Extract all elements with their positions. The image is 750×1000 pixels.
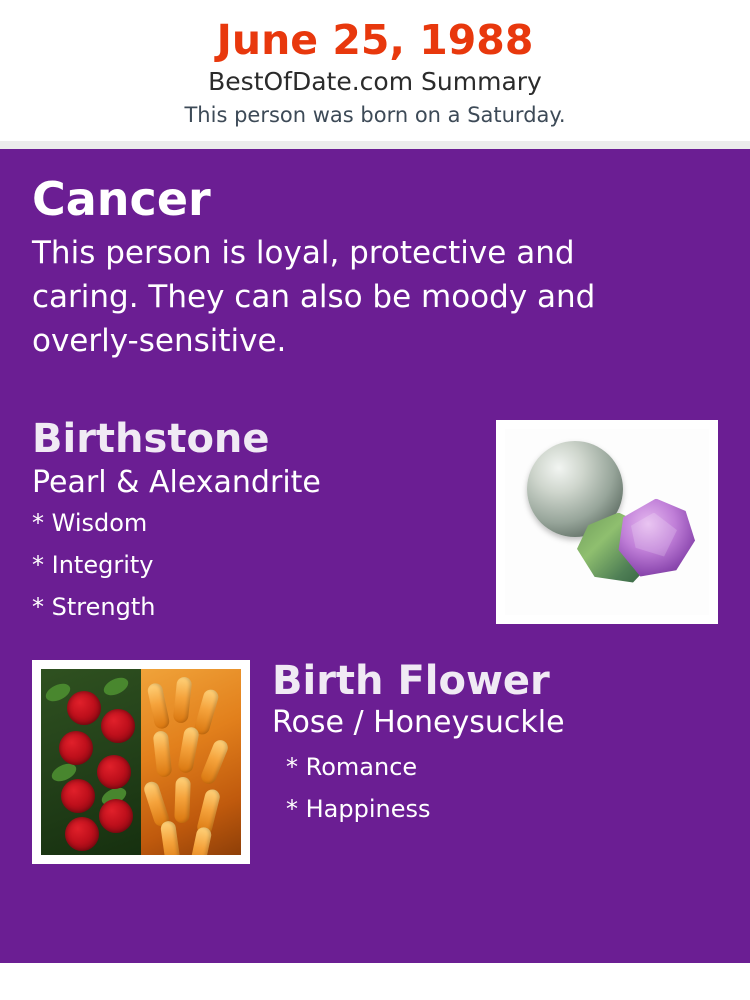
birth-day-text: This person was born on a Saturday. [184, 103, 566, 128]
zodiac-description: This person is loyal, protective and caring. They can also be moody and overly-sensitive. [32, 235, 596, 360]
header [0, 0, 750, 141]
birth-flower-section [32, 657, 718, 880]
birthstone-trait: * Integrity [32, 550, 154, 579]
birth-flower-photo-inner [41, 669, 241, 855]
birthstone-title: Birthstone [32, 415, 270, 462]
birthstone-photo [496, 420, 718, 624]
roses-image [41, 669, 141, 855]
birth-flower-text [272, 657, 718, 823]
birthstone-photo-inner [505, 429, 709, 615]
birth-flower-trait: * Happiness [286, 794, 431, 823]
page-title: June 25, 1988 [216, 16, 534, 64]
zodiac-sign-title: Cancer [32, 172, 211, 227]
details-panel [0, 149, 750, 963]
birth-flower-trait: * Romance [286, 752, 418, 781]
honeysuckle-image [141, 669, 241, 855]
site-name: BestOfDate.com Summary [208, 67, 542, 97]
birthstone-trait: * Wisdom [32, 508, 148, 537]
header-divider [0, 141, 750, 149]
birthstone-section [32, 415, 718, 638]
birthstone-names: Pearl & Alexandrite [32, 464, 321, 500]
birth-flower-photo [32, 660, 250, 864]
birth-flower-names: Rose / Honeysuckle [272, 704, 565, 740]
birth-flower-title: Birth Flower [272, 657, 550, 704]
birthstone-trait: * Strength [32, 592, 156, 621]
